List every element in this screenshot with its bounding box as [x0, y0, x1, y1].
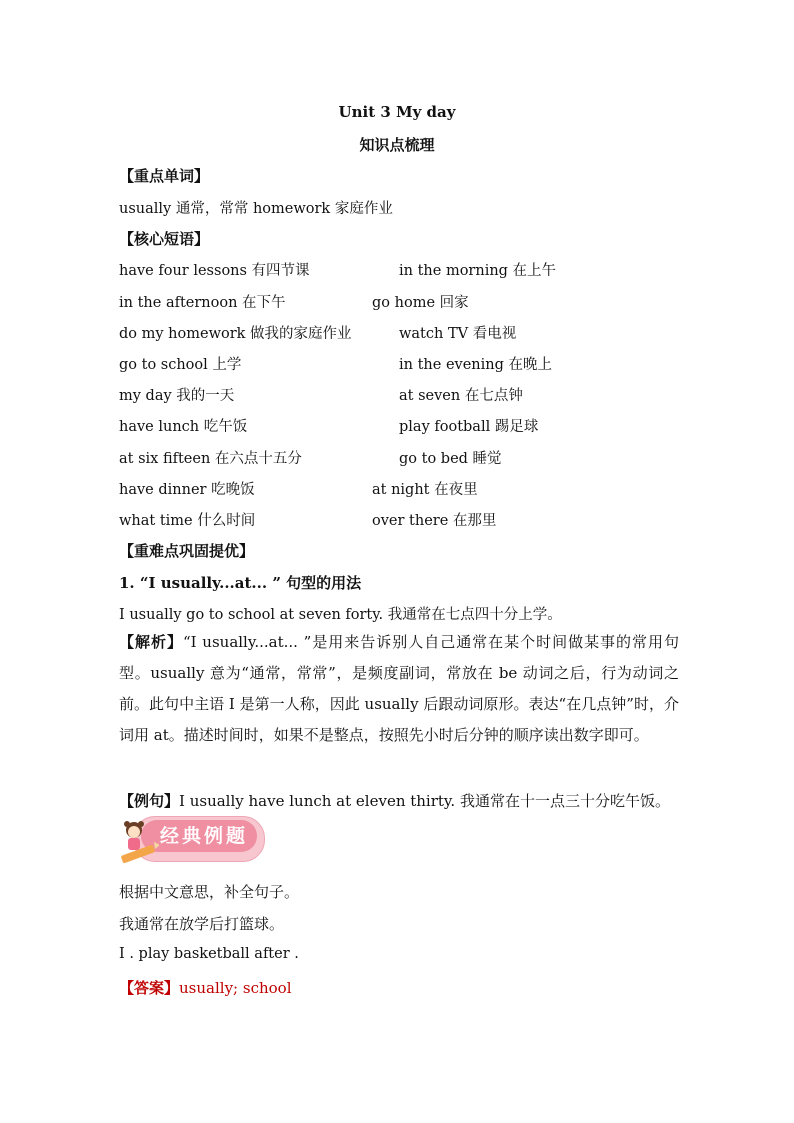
analysis-label: 【解析】	[119, 633, 183, 651]
phrase-left: go to school 上学	[119, 357, 242, 373]
phrase-right: in the morning 在上午	[399, 263, 557, 279]
heading-core-phrases: 【核心短语】	[119, 230, 210, 248]
unit-title: Unit 3 My day	[338, 103, 456, 121]
section-title: 知识点梳理	[359, 136, 435, 154]
point-1-title: 1. “I usually...at... ” 句型的用法	[119, 574, 362, 592]
phrase-left: my day 我的一天	[119, 388, 235, 404]
phrase-left: at six fifteen 在六点十五分	[119, 451, 302, 467]
phrase-left: what time 什么时间	[119, 513, 256, 529]
example-sentence-line	[119, 790, 670, 811]
phrase-left: have lunch 吃午饭	[119, 419, 248, 435]
answer-label: 【答案】	[119, 979, 180, 997]
banner-label: 经典例题	[159, 825, 248, 847]
phrase-right: play football 踢足球	[399, 419, 539, 435]
answer-line	[119, 977, 292, 998]
example-text: I usually have lunch at eleven thirty. 我通常在十一点三十分吃午饭。	[179, 792, 670, 810]
phrase-left: have four lessons 有四节课	[119, 263, 310, 279]
phrase-left: do my homework 做我的家庭作业	[119, 326, 352, 342]
point-1-example: I usually go to school at seven forty. 我通常在七点四十分上学。	[119, 607, 562, 623]
exercise-chinese-sentence: 我通常在放学后打篮球。	[119, 915, 285, 933]
answer-text: usually; school	[179, 979, 292, 997]
exercise-english-sentence: I . play basketball after .	[119, 946, 299, 962]
phrase-right: go to bed 睡觉	[399, 451, 502, 467]
phrase-right: in the evening 在晚上	[399, 357, 553, 373]
phrase-right: over there 在那里	[372, 513, 497, 529]
phrase-right: go home 回家	[372, 295, 469, 311]
analysis-paragraph	[119, 627, 679, 751]
example-label: 【例句】	[119, 792, 180, 810]
phrase-left: have dinner 吃晚饭	[119, 482, 255, 498]
phrase-right: watch TV 看电视	[399, 326, 517, 342]
analysis-text: “I usually...at... ”是用来告诉别人自己通常在某个时间做某事的常用句型。usually 意为“通常，常常”，是频度副词，常放在 be 动词之后，行为动词之前。此句中主语 I 是第一人称，因此 usually 后跟动词原形。表达“在几点钟”时，介词用 at。描述时间时，如果不是整点，按照先小时后分钟的顺序读出数字即可。	[119, 633, 679, 744]
heading-key-points: 【重难点巩固提优】	[119, 542, 255, 560]
phrase-right: at night 在夜里	[372, 482, 478, 498]
girl-on-pencil-icon	[119, 812, 159, 866]
classic-exercise-banner	[119, 814, 265, 866]
key-words-line: usually 通常，常常 homework 家庭作业	[119, 201, 393, 217]
phrase-left: in the afternoon 在下午	[119, 295, 286, 311]
phrase-right: at seven 在七点钟	[399, 388, 523, 404]
heading-key-words: 【重点单词】	[119, 167, 210, 185]
exercise-instruction: 根据中文意思，补全句子。	[119, 883, 300, 901]
